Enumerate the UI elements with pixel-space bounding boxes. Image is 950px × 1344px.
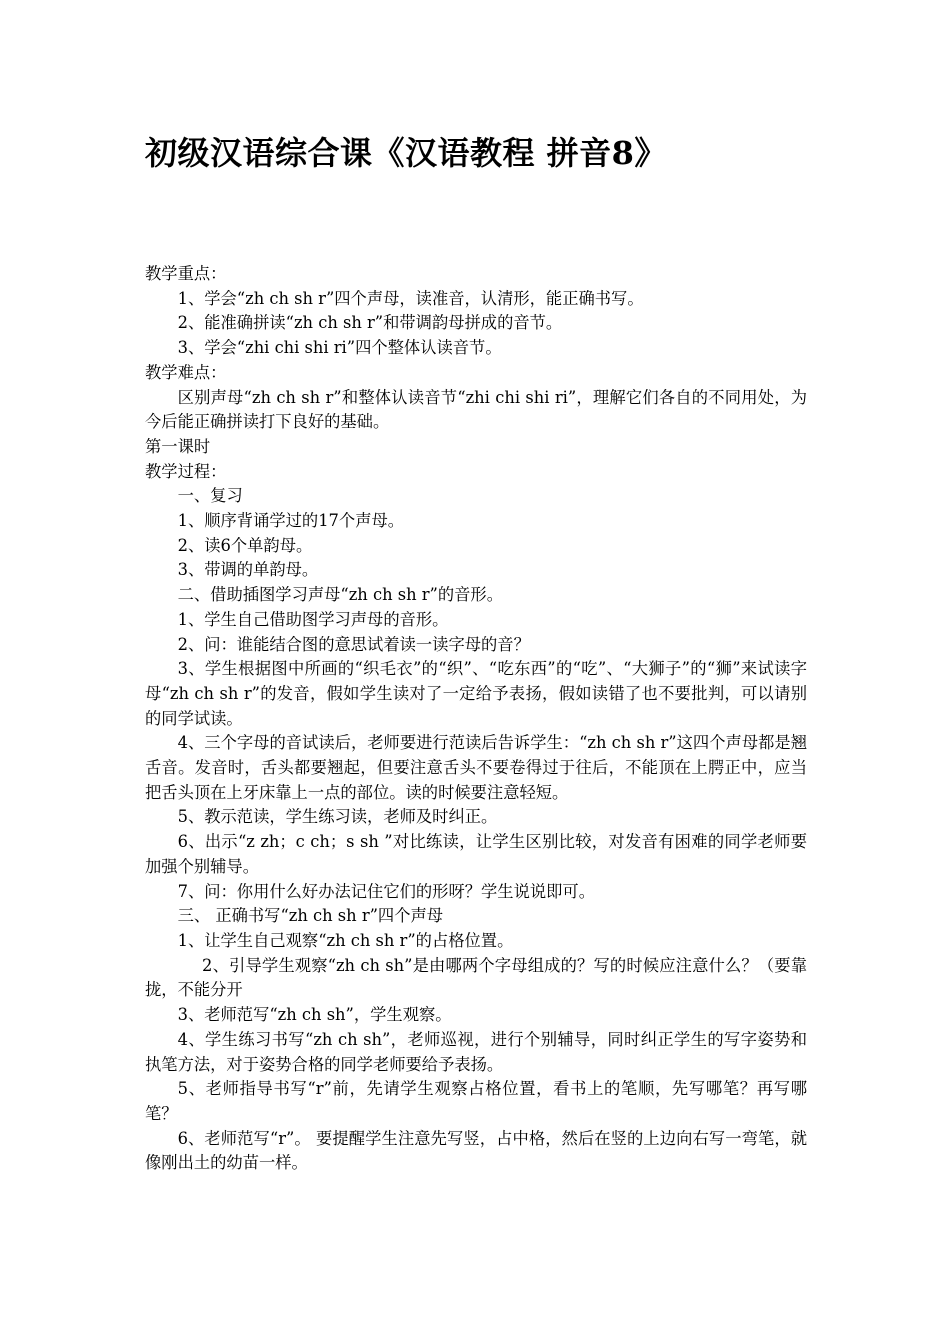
paragraph: 教学过程：: [145, 461, 227, 481]
paragraph: 三、 正确书写“zh ch sh r”四个声母: [177, 906, 444, 926]
paragraph: 教学重点：: [145, 264, 227, 283]
paragraph: 5、教示范读，学生练习读，老师及时纠正。: [177, 807, 498, 827]
page-title: 初级汉语综合课《汉语教程 拼音8》: [145, 134, 667, 172]
paragraph: 1、学会“zh ch sh r”四个声母，读准音，认清形，能正确书写。: [177, 288, 644, 308]
paragraph: 1、让学生自己观察“zh ch sh r”的占格位置。: [177, 930, 514, 950]
paragraph: 2、能准确拼读“zh ch sh r”和带调韵母拼成的音节。: [177, 313, 563, 333]
paragraph: 3、学生根据图中所画的“织毛衣”的“织”、“吃东西”的“吃”、“大狮子”的“狮”来试读字母“zh ch sh r”的发音，假如学生读对了一定给予表扬，假如读错了也不要批判，可以请别的同学试读。: [145, 659, 807, 728]
paragraph: 6、老师范写“r”。 要提醒学生注意先写竖，占中格，然后在竖的上边向右写一弯笔，就像刚出土的幼苗一样。: [145, 1128, 807, 1173]
paragraph: 教学难点：: [145, 362, 227, 382]
paragraph: 区别声母“zh ch sh r”和整体认读音节“zhi chi shi ri”，理解它们各自的不同用处，为今后能正确拼读打下良好的基础。: [145, 387, 807, 432]
paragraph: 5、老师指导书写“r”前，先请学生观察占格位置，看书上的笔顺，先写哪笔？再写哪笔？: [145, 1079, 807, 1123]
document-body: [145, 262, 807, 1176]
paragraph: 2、问：谁能结合图的意思试着读一读字母的音？: [177, 634, 530, 654]
paragraph: 一、复习: [177, 486, 243, 506]
paragraph: 1、学生自己借助图学习声母的音形。: [177, 609, 449, 629]
paragraph: 1、顺序背诵学过的17个声母。: [177, 511, 405, 531]
paragraph: 二、借助插图学习声母“zh ch sh r”的音形。: [177, 585, 503, 605]
paragraph: 3、带调的单韵母。: [177, 560, 319, 580]
paragraph: 第一课时: [145, 436, 211, 456]
paragraph: 7、问：你用什么好办法记住它们的形呀？学生说说即可。: [177, 881, 595, 901]
paragraph: 4、学生练习书写“zh ch sh”，老师巡视，进行个别辅导，同时纠正学生的写字姿势和执笔方法，对于姿势合格的同学老师要给予表扬。: [145, 1029, 807, 1074]
paragraph: 3、老师范写“zh ch sh”，学生观察。: [177, 1005, 452, 1025]
paragraph: 6、出示“z zh；c ch；s sh ”对比练读，让学生区别比较，对发音有困难的同学老师要加强个别辅导。: [145, 832, 807, 876]
paragraph: 4、三个字母的音试读后，老师要进行范读后告诉学生：“zh ch sh r”这四个声母都是翘舌音。发音时，舌头都要翘起，但要注意舌头不要卷得过于往后，不能顶在上腭正中，应当把舌头顶在上牙床靠上一点的部位。读的时候要注意轻短。: [145, 733, 807, 802]
paragraph: 3、学会“zhi chi shi ri”四个整体认读音节。: [177, 338, 502, 358]
paragraph: 2、引导学生观察“zh ch sh”是由哪两个字母组成的？写的时候应注意什么？（要靠拢，不能分开: [145, 955, 807, 1000]
paragraph: 2、读6个单韵母。: [177, 535, 313, 555]
